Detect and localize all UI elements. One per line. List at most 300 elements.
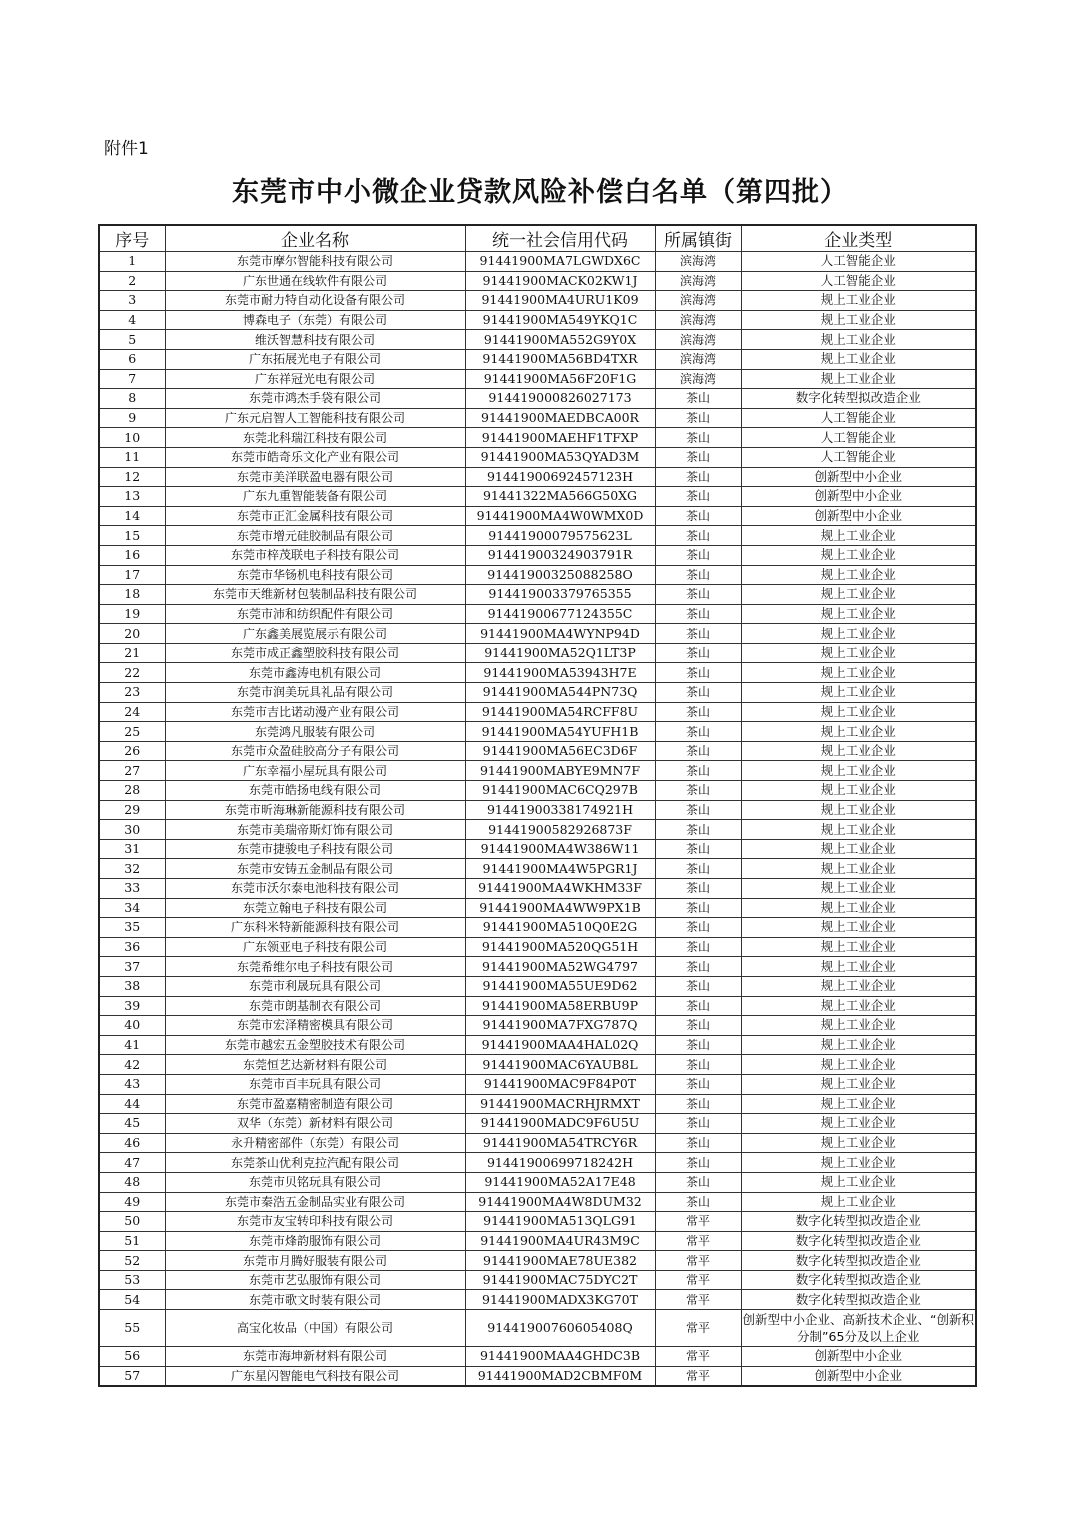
cell-company-type: 规上工业企业 [741, 1133, 976, 1153]
cell-seq: 44 [99, 1094, 165, 1114]
cell-company-name: 东莞市梓茂联电子科技有限公司 [165, 545, 465, 565]
table-row [99, 428, 976, 448]
table-row [99, 761, 976, 781]
cell-credit-code: 91441900MA7LGWDX6C [465, 252, 655, 272]
cell-seq: 48 [99, 1172, 165, 1192]
table-row [99, 506, 976, 526]
cell-company-name: 东莞市成正鑫塑胶科技有限公司 [165, 643, 465, 663]
cell-credit-code: 91441900MA510Q0E2G [465, 918, 655, 938]
cell-company-type: 人工智能企业 [741, 408, 976, 428]
cell-company-type: 规上工业企业 [741, 330, 976, 350]
cell-seq: 49 [99, 1192, 165, 1212]
cell-town: 滨海湾 [655, 291, 741, 311]
cell-company-name: 东莞立翰电子科技有限公司 [165, 898, 465, 918]
cell-town: 滨海湾 [655, 271, 741, 291]
cell-credit-code: 91441900MA52WG4797 [465, 957, 655, 977]
cell-town: 茶山 [655, 1192, 741, 1212]
cell-town: 茶山 [655, 702, 741, 722]
cell-town: 茶山 [655, 643, 741, 663]
cell-company-name: 广东幸福小屋玩具有限公司 [165, 761, 465, 781]
cell-company-name: 东莞市天维新材包装制品科技有限公司 [165, 585, 465, 605]
cell-company-name: 东莞市摩尔智能科技有限公司 [165, 252, 465, 272]
cell-credit-code: 91441900324903791R [465, 545, 655, 565]
cell-town: 茶山 [655, 957, 741, 977]
cell-seq: 18 [99, 585, 165, 605]
cell-town: 茶山 [655, 722, 741, 742]
cell-company-type: 人工智能企业 [741, 271, 976, 291]
cell-town: 常平 [655, 1347, 741, 1367]
cell-company-type: 规上工业企业 [741, 1172, 976, 1192]
cell-company-type: 数字化转型拟改造企业 [741, 1212, 976, 1232]
table-row [99, 781, 976, 801]
cell-seq: 35 [99, 918, 165, 938]
table-row [99, 1055, 976, 1075]
cell-town: 茶山 [655, 624, 741, 644]
table-row [99, 663, 976, 683]
cell-seq: 47 [99, 1153, 165, 1173]
cell-company-name: 东莞北科瑞江科技有限公司 [165, 428, 465, 448]
cell-company-type: 规上工业企业 [741, 624, 976, 644]
cell-town: 茶山 [655, 487, 741, 507]
cell-credit-code: 91441900MABYE9MN7F [465, 761, 655, 781]
cell-seq: 15 [99, 526, 165, 546]
table-row [99, 957, 976, 977]
cell-company-name: 东莞市鸿杰手袋有限公司 [165, 389, 465, 409]
cell-credit-code: 91441900MA54YUFH1B [465, 722, 655, 742]
cell-town: 茶山 [655, 996, 741, 1016]
cell-seq: 51 [99, 1231, 165, 1251]
cell-seq: 57 [99, 1366, 165, 1386]
cell-company-type: 人工智能企业 [741, 252, 976, 272]
header-company-type: 企业类型 [741, 225, 976, 252]
cell-company-name: 东莞市皓扬电线有限公司 [165, 781, 465, 801]
cell-town: 茶山 [655, 1153, 741, 1173]
cell-company-name: 东莞鸿凡服装有限公司 [165, 722, 465, 742]
table-row [99, 643, 976, 663]
cell-company-name: 广东祥冠光电有限公司 [165, 369, 465, 389]
cell-company-name: 东莞茶山优利克拉汽配有限公司 [165, 1153, 465, 1173]
cell-seq: 45 [99, 1114, 165, 1134]
cell-seq: 13 [99, 487, 165, 507]
cell-credit-code: 91441900MA544PN73Q [465, 683, 655, 703]
cell-company-name: 东莞市吉比诺动漫产业有限公司 [165, 702, 465, 722]
cell-company-type: 规上工业企业 [741, 820, 976, 840]
table-row [99, 741, 976, 761]
cell-credit-code: 91441900MAC75DYC2T [465, 1270, 655, 1290]
cell-credit-code: 91441900MA4W5PGR1J [465, 859, 655, 879]
cell-town: 茶山 [655, 976, 741, 996]
cell-seq: 11 [99, 447, 165, 467]
cell-seq: 21 [99, 643, 165, 663]
cell-credit-code: 91441900MA4W0WMX0D [465, 506, 655, 526]
cell-credit-code: 91441900MAEHF1TFXP [465, 428, 655, 448]
cell-company-type: 规上工业企业 [741, 1035, 976, 1055]
cell-company-type: 规上工业企业 [741, 604, 976, 624]
cell-company-type: 规上工业企业 [741, 1094, 976, 1114]
cell-company-type: 规上工业企业 [741, 565, 976, 585]
cell-company-type: 规上工业企业 [741, 839, 976, 859]
cell-company-type: 规上工业企业 [741, 683, 976, 703]
table-row [99, 1251, 976, 1271]
table-row [99, 1366, 976, 1386]
cell-town: 常平 [655, 1231, 741, 1251]
cell-company-type: 规上工业企业 [741, 879, 976, 899]
cell-seq: 4 [99, 310, 165, 330]
cell-credit-code: 91441900760605408Q [465, 1310, 655, 1347]
cell-credit-code: 91441900MAC6CQ297B [465, 781, 655, 801]
cell-company-name: 东莞市海坤新材料有限公司 [165, 1347, 465, 1367]
cell-company-name: 东莞希维尔电子科技有限公司 [165, 957, 465, 977]
table-row [99, 349, 976, 369]
cell-credit-code: 91441900MA54RCFF8U [465, 702, 655, 722]
table-row [99, 683, 976, 703]
table-row [99, 1212, 976, 1232]
cell-seq: 5 [99, 330, 165, 350]
table-row [99, 1094, 976, 1114]
table-row [99, 310, 976, 330]
cell-credit-code: 914419000826027173 [465, 389, 655, 409]
table-row [99, 937, 976, 957]
table-row [99, 408, 976, 428]
cell-seq: 1 [99, 252, 165, 272]
cell-company-type: 规上工业企业 [741, 545, 976, 565]
cell-company-name: 东莞市沛和纺织配件有限公司 [165, 604, 465, 624]
cell-town: 常平 [655, 1310, 741, 1347]
attachment-label: 附件1 [104, 139, 149, 159]
table-row [99, 1310, 976, 1347]
table-row [99, 976, 976, 996]
cell-town: 茶山 [655, 389, 741, 409]
cell-company-type: 规上工业企业 [741, 976, 976, 996]
cell-company-name: 广东世通在线软件有限公司 [165, 271, 465, 291]
cell-company-type: 规上工业企业 [741, 1074, 976, 1094]
cell-seq: 53 [99, 1270, 165, 1290]
cell-company-name: 东莞市增元硅胶制品有限公司 [165, 526, 465, 546]
table-row [99, 369, 976, 389]
cell-company-name: 东莞市鑫涛电机有限公司 [165, 663, 465, 683]
cell-town: 茶山 [655, 1172, 741, 1192]
cell-company-name: 东莞市宏泽精密模具有限公司 [165, 1016, 465, 1036]
cell-company-type: 创新型中小企业 [741, 467, 976, 487]
cell-seq: 38 [99, 976, 165, 996]
cell-credit-code: 91441900MA56BD4TXR [465, 349, 655, 369]
header-town: 所属镇街 [655, 225, 741, 252]
table-row [99, 918, 976, 938]
cell-credit-code: 91441900MA4W8DUM32 [465, 1192, 655, 1212]
table-row [99, 1016, 976, 1036]
cell-credit-code: 91441900MA53QYAD3M [465, 447, 655, 467]
cell-seq: 41 [99, 1035, 165, 1055]
cell-seq: 14 [99, 506, 165, 526]
cell-credit-code: 91441900325088258O [465, 565, 655, 585]
table-row [99, 1172, 976, 1192]
cell-company-name: 东莞市润美玩具礼品有限公司 [165, 683, 465, 703]
cell-credit-code: 91441900MAE78UE382 [465, 1251, 655, 1271]
cell-credit-code: 91441900MA4URU1K09 [465, 291, 655, 311]
cell-company-name: 东莞市越宏五金塑胶技术有限公司 [165, 1035, 465, 1055]
cell-seq: 33 [99, 879, 165, 899]
cell-town: 茶山 [655, 898, 741, 918]
cell-seq: 2 [99, 271, 165, 291]
table-row [99, 565, 976, 585]
table-row [99, 800, 976, 820]
cell-company-name: 东莞市皓奇乐文化产业有限公司 [165, 447, 465, 467]
cell-company-type: 规上工业企业 [741, 349, 976, 369]
cell-credit-code: 91441900MADX3KG70T [465, 1290, 655, 1310]
cell-company-type: 规上工业企业 [741, 859, 976, 879]
cell-company-name: 东莞市美洋联盈电器有限公司 [165, 467, 465, 487]
cell-company-type: 人工智能企业 [741, 428, 976, 448]
cell-company-type: 规上工业企业 [741, 310, 976, 330]
table-row [99, 996, 976, 1016]
table-row [99, 1290, 976, 1310]
cell-town: 茶山 [655, 1094, 741, 1114]
cell-credit-code: 91441900692457123H [465, 467, 655, 487]
cell-credit-code: 91441900MA549YKQ1C [465, 310, 655, 330]
table-row [99, 1133, 976, 1153]
cell-town: 茶山 [655, 820, 741, 840]
cell-seq: 25 [99, 722, 165, 742]
cell-seq: 52 [99, 1251, 165, 1271]
cell-company-type: 规上工业企业 [741, 800, 976, 820]
cell-town: 茶山 [655, 800, 741, 820]
table-row [99, 252, 976, 272]
cell-company-name: 东莞市贝铭玩具有限公司 [165, 1172, 465, 1192]
cell-town: 茶山 [655, 741, 741, 761]
cell-seq: 23 [99, 683, 165, 703]
cell-town: 茶山 [655, 467, 741, 487]
whitelist-table [98, 224, 977, 1387]
cell-credit-code: 91441900677124355C [465, 604, 655, 624]
table-row [99, 545, 976, 565]
cell-credit-code: 91441900MA4UR43M9C [465, 1231, 655, 1251]
cell-credit-code: 91441900MAC9F84P0T [465, 1074, 655, 1094]
cell-company-name: 广东拓展光电子有限公司 [165, 349, 465, 369]
cell-seq: 26 [99, 741, 165, 761]
cell-town: 茶山 [655, 565, 741, 585]
cell-credit-code: 91441900MA7FXG787Q [465, 1016, 655, 1036]
cell-seq: 40 [99, 1016, 165, 1036]
table-row [99, 879, 976, 899]
cell-company-name: 博森电子（东莞）有限公司 [165, 310, 465, 330]
cell-company-type: 规上工业企业 [741, 1192, 976, 1212]
cell-seq: 39 [99, 996, 165, 1016]
cell-seq: 34 [99, 898, 165, 918]
cell-credit-code: 914419003379765355 [465, 585, 655, 605]
cell-town: 茶山 [655, 604, 741, 624]
cell-credit-code: 91441900MA58ERBU9P [465, 996, 655, 1016]
cell-seq: 17 [99, 565, 165, 585]
cell-town: 茶山 [655, 408, 741, 428]
cell-company-name: 东莞市烽韵服饰有限公司 [165, 1231, 465, 1251]
cell-company-type: 创新型中小企业 [741, 1366, 976, 1386]
cell-credit-code: 91441900MA513QLG91 [465, 1212, 655, 1232]
cell-town: 茶山 [655, 859, 741, 879]
cell-town: 茶山 [655, 1055, 741, 1075]
cell-credit-code: 91441900079575623L [465, 526, 655, 546]
cell-seq: 36 [99, 937, 165, 957]
table-row [99, 820, 976, 840]
table-row [99, 722, 976, 742]
table-row [99, 389, 976, 409]
cell-company-type: 规上工业企业 [741, 702, 976, 722]
cell-town: 茶山 [655, 1016, 741, 1036]
table-row [99, 467, 976, 487]
cell-company-type: 创新型中小企业 [741, 1347, 976, 1367]
cell-credit-code: 91441900MAA4HAL02Q [465, 1035, 655, 1055]
table-row [99, 1035, 976, 1055]
cell-company-name: 东莞市月腾好服装有限公司 [165, 1251, 465, 1271]
cell-company-type: 数字化转型拟改造企业 [741, 1290, 976, 1310]
cell-company-type: 规上工业企业 [741, 957, 976, 977]
table-header-row [99, 225, 976, 252]
cell-credit-code: 91441900MA4WKHM33F [465, 879, 655, 899]
cell-town: 茶山 [655, 663, 741, 683]
cell-credit-code: 91441900MA53943H7E [465, 663, 655, 683]
cell-company-name: 东莞市歌文时装有限公司 [165, 1290, 465, 1310]
cell-seq: 54 [99, 1290, 165, 1310]
cell-company-name: 东莞市利晟玩具有限公司 [165, 976, 465, 996]
cell-town: 茶山 [655, 918, 741, 938]
cell-seq: 8 [99, 389, 165, 409]
cell-seq: 42 [99, 1055, 165, 1075]
cell-credit-code: 91441900MA56EC3D6F [465, 741, 655, 761]
cell-company-type: 规上工业企业 [741, 761, 976, 781]
cell-seq: 43 [99, 1074, 165, 1094]
cell-company-type: 规上工业企业 [741, 996, 976, 1016]
cell-company-name: 维沃智慧科技有限公司 [165, 330, 465, 350]
cell-credit-code: 91441900MA520QG51H [465, 937, 655, 957]
table-row [99, 1153, 976, 1173]
cell-credit-code: 91441900MA54TRCY6R [465, 1133, 655, 1153]
table-row [99, 702, 976, 722]
cell-credit-code: 91441900MA552G9Y0X [465, 330, 655, 350]
cell-town: 常平 [655, 1270, 741, 1290]
header-company-name: 企业名称 [165, 225, 465, 252]
cell-company-name: 广东领亚电子科技有限公司 [165, 937, 465, 957]
cell-seq: 7 [99, 369, 165, 389]
cell-credit-code: 91441900MACRHJRMXT [465, 1094, 655, 1114]
cell-company-name: 东莞市华钖机电科技有限公司 [165, 565, 465, 585]
cell-seq: 56 [99, 1347, 165, 1367]
cell-company-name: 东莞市正汇金属科技有限公司 [165, 506, 465, 526]
cell-credit-code: 91441322MA566G50XG [465, 487, 655, 507]
cell-town: 滨海湾 [655, 349, 741, 369]
table-row [99, 585, 976, 605]
cell-company-type: 规上工业企业 [741, 741, 976, 761]
cell-company-type: 规上工业企业 [741, 291, 976, 311]
cell-company-name: 东莞市众盈硅胶高分子有限公司 [165, 741, 465, 761]
cell-town: 茶山 [655, 545, 741, 565]
cell-seq: 50 [99, 1212, 165, 1232]
cell-company-type: 创新型中小企业、高新技术企业、“创新积分制”65分及以上企业 [741, 1310, 976, 1347]
cell-company-name: 东莞市捷骏电子科技有限公司 [165, 839, 465, 859]
cell-seq: 30 [99, 820, 165, 840]
cell-town: 茶山 [655, 879, 741, 899]
cell-company-type: 规上工业企业 [741, 781, 976, 801]
cell-company-name: 东莞市友宝转印科技有限公司 [165, 1212, 465, 1232]
cell-seq: 28 [99, 781, 165, 801]
header-credit-code: 统一社会信用代码 [465, 225, 655, 252]
cell-seq: 22 [99, 663, 165, 683]
cell-company-name: 东莞市安铸五金制品有限公司 [165, 859, 465, 879]
cell-seq: 46 [99, 1133, 165, 1153]
cell-company-name: 东莞市朗基制衣有限公司 [165, 996, 465, 1016]
cell-seq: 16 [99, 545, 165, 565]
table-row [99, 839, 976, 859]
cell-town: 茶山 [655, 1114, 741, 1134]
cell-credit-code: 91441900MA52Q1LT3P [465, 643, 655, 663]
cell-company-name: 东莞市沃尔泰电池科技有限公司 [165, 879, 465, 899]
cell-town: 茶山 [655, 761, 741, 781]
cell-town: 茶山 [655, 428, 741, 448]
cell-company-type: 规上工业企业 [741, 526, 976, 546]
cell-company-type: 规上工业企业 [741, 722, 976, 742]
cell-company-type: 规上工业企业 [741, 937, 976, 957]
cell-town: 茶山 [655, 839, 741, 859]
cell-credit-code: 91441900582926873F [465, 820, 655, 840]
cell-company-type: 人工智能企业 [741, 447, 976, 467]
cell-company-type: 规上工业企业 [741, 663, 976, 683]
cell-seq: 31 [99, 839, 165, 859]
cell-town: 茶山 [655, 506, 741, 526]
cell-credit-code: 91441900MA52A17E48 [465, 1172, 655, 1192]
cell-credit-code: 91441900MACK02KW1J [465, 271, 655, 291]
cell-credit-code: 91441900338174921H [465, 800, 655, 820]
cell-credit-code: 91441900MA56F20F1G [465, 369, 655, 389]
cell-credit-code: 91441900MAD2CBMF0M [465, 1366, 655, 1386]
table-row [99, 291, 976, 311]
cell-credit-code: 91441900MA4WW9PX1B [465, 898, 655, 918]
cell-company-name: 广东鑫美展览展示有限公司 [165, 624, 465, 644]
cell-seq: 19 [99, 604, 165, 624]
cell-credit-code: 91441900MAA4GHDC3B [465, 1347, 655, 1367]
cell-credit-code: 91441900MADC9F6U5U [465, 1114, 655, 1134]
cell-town: 常平 [655, 1366, 741, 1386]
cell-seq: 3 [99, 291, 165, 311]
cell-town: 茶山 [655, 526, 741, 546]
table-row [99, 447, 976, 467]
cell-credit-code: 91441900MA55UE9D62 [465, 976, 655, 996]
cell-company-type: 数字化转型拟改造企业 [741, 1270, 976, 1290]
cell-company-name: 广东元启智人工智能科技有限公司 [165, 408, 465, 428]
cell-town: 茶山 [655, 683, 741, 703]
cell-company-name: 永升精密部件（东莞）有限公司 [165, 1133, 465, 1153]
cell-company-type: 数字化转型拟改造企业 [741, 1231, 976, 1251]
document-title: 东莞市中小微企业贷款风险补偿白名单（第四批） [232, 177, 848, 208]
cell-company-type: 规上工业企业 [741, 1016, 976, 1036]
cell-town: 常平 [655, 1212, 741, 1232]
cell-credit-code: 91441900MA4W386W11 [465, 839, 655, 859]
cell-company-name: 东莞市百丰玩具有限公司 [165, 1074, 465, 1094]
cell-seq: 55 [99, 1310, 165, 1347]
cell-town: 滨海湾 [655, 369, 741, 389]
cell-town: 滨海湾 [655, 330, 741, 350]
cell-town: 茶山 [655, 1035, 741, 1055]
table-row [99, 1192, 976, 1212]
cell-company-name: 广东科米特新能源科技有限公司 [165, 918, 465, 938]
cell-company-type: 规上工业企业 [741, 643, 976, 663]
cell-company-type: 规上工业企业 [741, 898, 976, 918]
table-row [99, 1074, 976, 1094]
cell-town: 茶山 [655, 1133, 741, 1153]
cell-credit-code: 91441900MAEDBCA00R [465, 408, 655, 428]
cell-company-name: 东莞市耐力特自动化设备有限公司 [165, 291, 465, 311]
cell-company-name: 东莞市昕海琳新能源科技有限公司 [165, 800, 465, 820]
cell-town: 茶山 [655, 1074, 741, 1094]
cell-company-name: 广东九重智能装备有限公司 [165, 487, 465, 507]
cell-credit-code: 91441900699718242H [465, 1153, 655, 1173]
